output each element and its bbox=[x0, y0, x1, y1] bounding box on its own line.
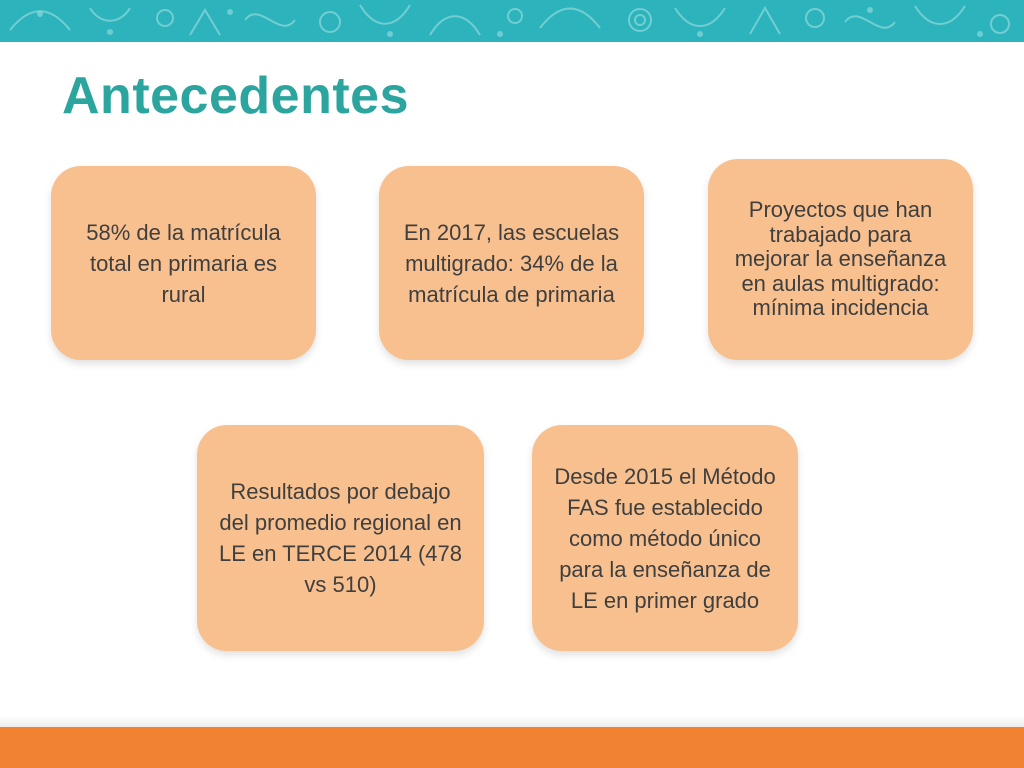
footer-bar bbox=[0, 727, 1024, 768]
info-box-terce-results: Resultados por debajo del promedio regional en LE en TERCE 2014 (478 vs 510) bbox=[197, 425, 484, 651]
page-title: Antecedentes bbox=[62, 67, 409, 125]
info-box-multigrade-schools: En 2017, las escuelas multigrado: 34% de la matrícula de primaria bbox=[379, 166, 644, 360]
info-box-fas-method: Desde 2015 el Método FAS fue establecido como método único para la enseñanza de LE en primer grado bbox=[532, 425, 798, 651]
decorative-header-banner bbox=[0, 0, 1024, 42]
info-box-rural-enrollment: 58% de la matrícula total en primaria es rural bbox=[51, 166, 316, 360]
info-box-projects: Proyectos que han trabajado para mejorar la enseñanza en aulas multigrado: mínima incidencia bbox=[708, 159, 973, 360]
floral-pattern-icon bbox=[0, 0, 1024, 42]
